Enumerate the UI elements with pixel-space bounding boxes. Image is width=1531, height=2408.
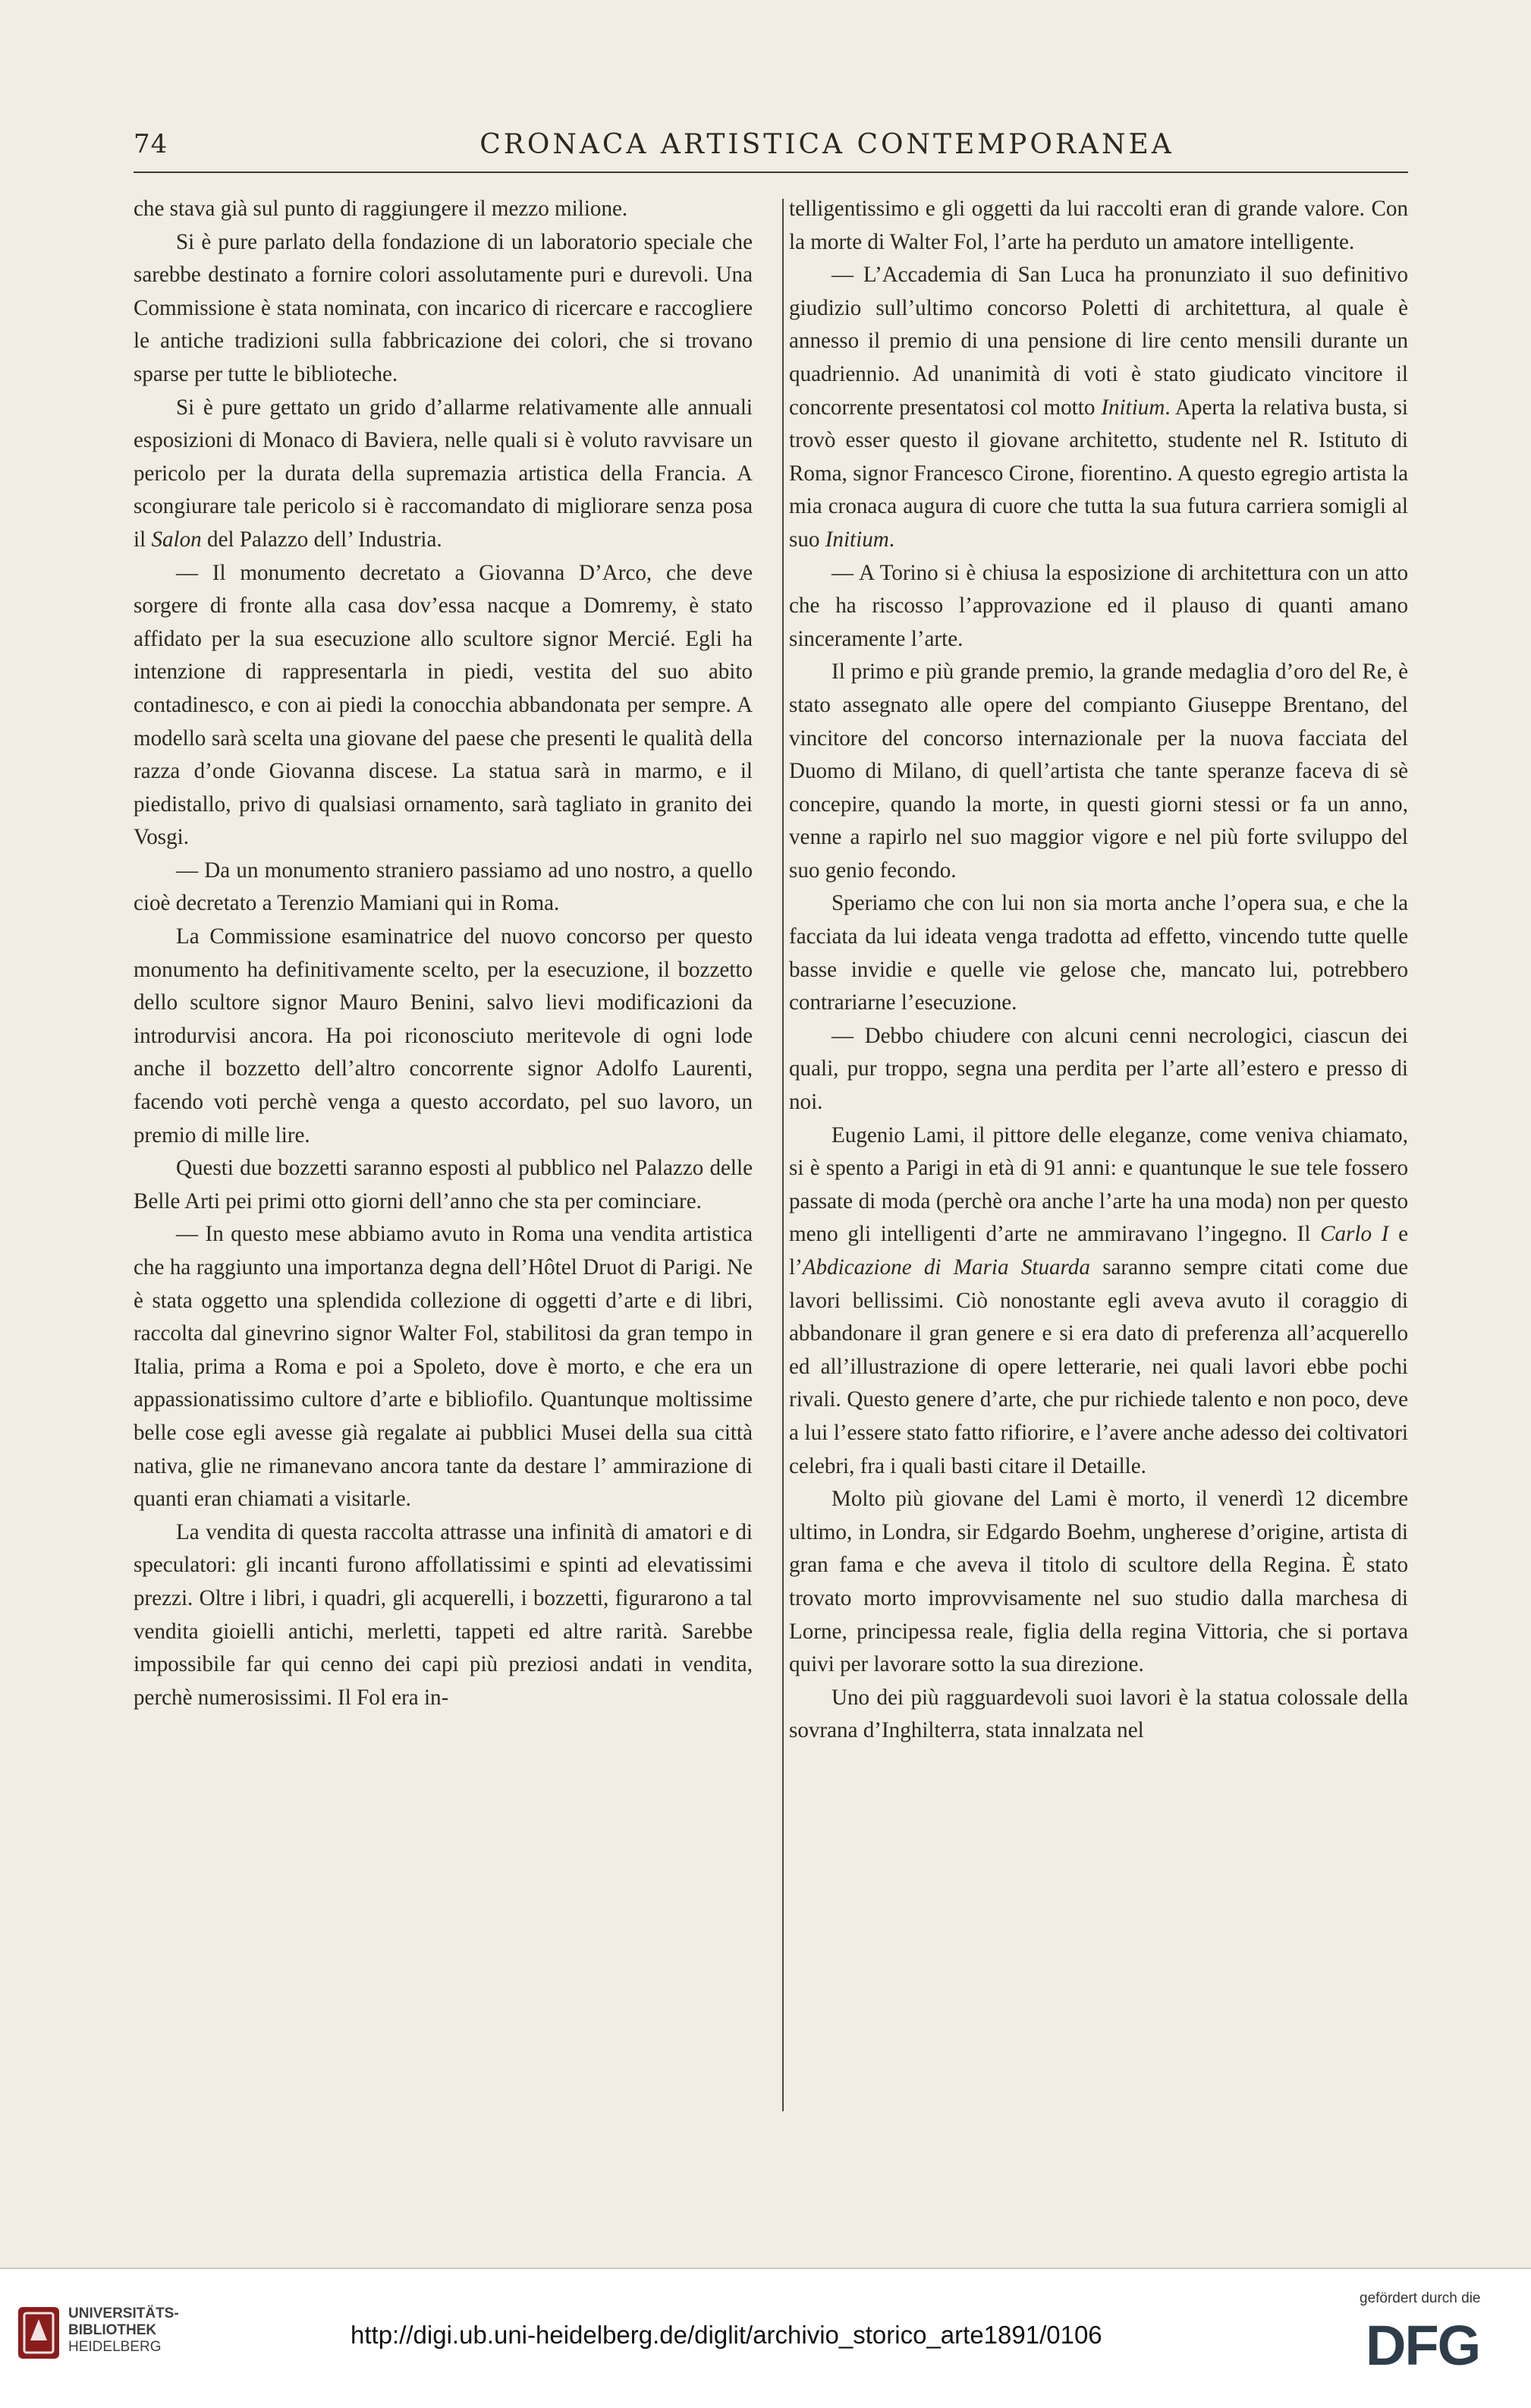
left-text-column — [134, 193, 753, 1714]
paragraph-text: e l’ — [789, 1222, 1408, 1280]
paragraph — [789, 259, 1408, 556]
paragraph-text: Si è pure gettato un grido d’allarme relativamente alle annuali esposizioni di Monaco di Baviera, nelle quali si è voluto ravvisare un pericolo per la durata della supremazia artistica della Francia. A scongiurare tale pericolo si è raccomandato di migliorare senza posa il — [134, 395, 753, 552]
running-title: CRONACA ARTISTICA CONTEMPORANEA — [479, 129, 1174, 160]
paragraph: Molto più giovane del Lami è morto, il venerdì 12 dicembre ultimo, in Londra, sir Edgardo Boehm, ungherese d’origine, artista di gran fama e che aveva il titolo di scultore della Regina. È stato trovato morto improvvisamente nel suo studio dalla marchesa di Lorne, principessa reale, figlia della regina Vittoria, che si portava quivi per lavorare sotto la sua direzione. — [789, 1487, 1408, 1677]
paragraph: Questi due bozzetti saranno esposti al pubblico nel Palazzo delle Belle Arti pei primi otto giorni dell’anno che sta per cominciare. — [134, 1156, 753, 1213]
paragraph: La Commissione esaminatrice del nuovo concorso per questo monumento ha definitivamente scelto, per la esecuzione, il bozzetto dello scultore signor Mauro Benini, salvo lievi modificazioni da introdurvisi ancora. Ha poi riconosciuto meritevole di ogni lode anche il bozzetto dell’altro concorrente signor Adolfo Laurenti, facendo voti perchè venga a questo accordato, pel suo lavoro, un premio di mille lire. — [134, 924, 753, 1147]
paragraph — [789, 1119, 1408, 1484]
paragraph: La vendita di questa raccolta attrasse una infinità di amatori e di speculatori: gli incanti furono affollatissimi e spinti ad elevatissimi prezzi. Oltre i libri, i quadri, gli acquerelli, i bozzetti, figurarono a tal vendita gioielli antichi, merletti, tappeti ed altre rarità. Sarebbe impossibile far qui cenno dei capi più preziosi andati in vendita, perchè numerosissimi. Il Fol era in- — [134, 1519, 753, 1710]
paragraph: Speriamo che con lui non sia morta anche l’opera sua, e che la facciata da lui ideata venga tradotta ad effetto, vincendo tutte quelle basse invidie e quelle vie gelose che, mancato lui, potrebbero contrariarne l’esecuzione. — [789, 891, 1408, 1015]
paragraph-text: saranno sempre citati come due lavori bellissimi. Ciò nonostante egli aveva avuto il coraggio di abbandonare il gran genere e si era dato di preferenza all’acquerello ed all’illustrazione di opere letterarie, nei quali lavori ebbe pochi rivali. Questo genere d’arte, che pur richiede talento e non poco, deve a lui l’essere stato fatto rifiorire, e l’avere anche adesso dei coltivatori celebri, fra i quali basti citare il Detaille. — [789, 1255, 1408, 1478]
italic-term: Initium — [1101, 395, 1165, 420]
library-name-line: UNIVERSITÄTS- — [68, 2306, 179, 2321]
library-name-line: HEIDELBERG — [68, 2339, 162, 2355]
paragraph: Uno dei più ragguardevoli suoi lavori è la statua colossale della sovrana d’Inghilterra, stata innalzata nel — [789, 1685, 1408, 1743]
paragraph-text: — L’Accademia di San Luca ha pronunziato il suo definitivo giudizio sull’ultimo concorso Poletti di architettura, al quale è annesso il premio di una pensione di lire cento mensili durante un quadriennio. Ad unanimità di voti è stato giudicato vincitore il concorrente presentatosi col motto — [789, 263, 1408, 420]
funded-by-text: gefördert durch die — [1360, 2290, 1481, 2306]
paragraph: Si è pure parlato della fondazione di un laboratorio speciale che sarebbe destinato a fornire colori assolutamente puri e durevoli. Una Commissione è stata nominata, con incarico di ricercare e raccogliere le antiche tradizioni sulla fabbricazione dei colori, che si trovano sparse per tutte le biblioteche. — [134, 229, 753, 386]
page-number: 74 — [134, 129, 168, 159]
university-seal-icon — [17, 2306, 61, 2360]
italic-term: Carlo I — [1320, 1222, 1389, 1247]
paragraph-text: . — [888, 527, 895, 552]
library-name — [68, 2306, 179, 2356]
paragraph-text: Eugenio Lami, il pittore delle eleganze, come veniva chiamato, si è spento a Parigi in età di 91 anni: e quantunque le sue tele fossero passate di moda (perchè ora anche l’arte ha una moda) non per questo meno gli intelligenti d’arte ne ammiravano l’ingegno. Il — [789, 1122, 1408, 1247]
right-text-column — [789, 193, 1408, 1748]
header-rule — [134, 172, 1408, 173]
paragraph: telligentissimo e gli oggetti da lui raccolti eran di grande valore. Con la morte di Walter Fol, l’arte ha perduto un amatore intelligente. — [789, 197, 1408, 254]
paragraph: che stava già sul punto di raggiungere il mezzo milione. — [134, 197, 628, 221]
paragraph: — In questo mese abbiamo avuto in Roma una vendita artistica che ha raggiunto una importanza degna dell’Hôtel Druot di Parigi. Ne è stata oggetto una splendida collezione di oggetti d’arte e di libri, raccolta dal ginevrino signor Walter Fol, stabilitosi da gran tempo in Italia, prima a Roma e poi a Spoleto, dove è morto, e che era un appassionatissimo cultore d’arte e bibliofilo. Quantunque moltissime belle cose egli avesse già regalate ai pubblici Musei della sua città nativa, glie ne rimanevano ancora tante da destare l’ ammirazione di quanti eran chiamati a visitarle. — [134, 1222, 753, 1512]
source-url-link[interactable]: http://digi.ub.uni-heidelberg.de/diglit/archivio_storico_arte1891/0106 — [351, 2321, 1102, 2349]
italic-term: Salon — [151, 527, 202, 552]
paragraph: Il primo e più grande premio, la grande medaglia d’oro del Re, è stato assegnato alle opere del compianto Giuseppe Brentano, del vincitore del concorso internazionale per la nuova facciata del Duomo di Milano, di quell’artista che tante speranze faceva di sè concepire, quando la morte, in questi giorni stessi or fa un anno, venne a rapirlo nel suo maggior vigore e nel più forte sviluppo del suo genio fecondo. — [789, 659, 1408, 883]
paragraph-text: del Palazzo dell’ Industria. — [207, 527, 442, 552]
dfg-logo: DFG — [1366, 2314, 1480, 2377]
column-divider — [782, 199, 784, 2111]
italic-term: Initium — [825, 527, 889, 552]
paragraph: — A Torino si è chiusa la esposizione di architettura con un atto che ha riscosso l’approvazione ed il plauso di quanti amano sinceramente l’arte. — [789, 560, 1408, 651]
paragraph-text: . Aperta la relativa busta, si trovò esser questo il giovane architetto, studente nel R. Istituto di Roma, signor Francesco Cirone, fiorentino. A questo egregio artista la mia cronaca augura di cuore che tutta la sua futura carriera somigli al suo — [789, 395, 1408, 552]
paragraph — [134, 392, 753, 557]
footer-bar — [0, 2268, 1531, 2408]
paragraph: — Da un monumento straniero passiamo ad uno nostro, a quello cioè decretato a Terenzio Mamiani qui in Roma. — [134, 858, 753, 916]
paragraph: — Debbo chiudere con alcuni cenni necrologici, ciascun dei quali, pur troppo, segna una perdita per l’arte all’estero e presso di noi. — [789, 1023, 1408, 1115]
library-name-line: BIBLIOTHEK — [68, 2322, 157, 2338]
paragraph: — Il monumento decretato a Giovanna D’Arco, che deve sorgere di fronte alla casa dov’essa nacque a Domremy, è stato affidato per la sua esecuzione allo scultore signor Mercié. Egli ha intenzione di rappresentarla in piedi, vestita del suo abito contadinesco, e con ai piedi la conocchia abbandonata per sempre. A modello sarà scelta una giovane del paese che presenti le qualità della razza d’onde Giovanna discese. La statua sarà in marmo, e il piedistallo, privo di qualsiasi ornamento, sarà tagliato in granito dei Vosgi. — [134, 560, 753, 850]
italic-term: Abdicazione di Maria Stuarda — [802, 1255, 1090, 1280]
